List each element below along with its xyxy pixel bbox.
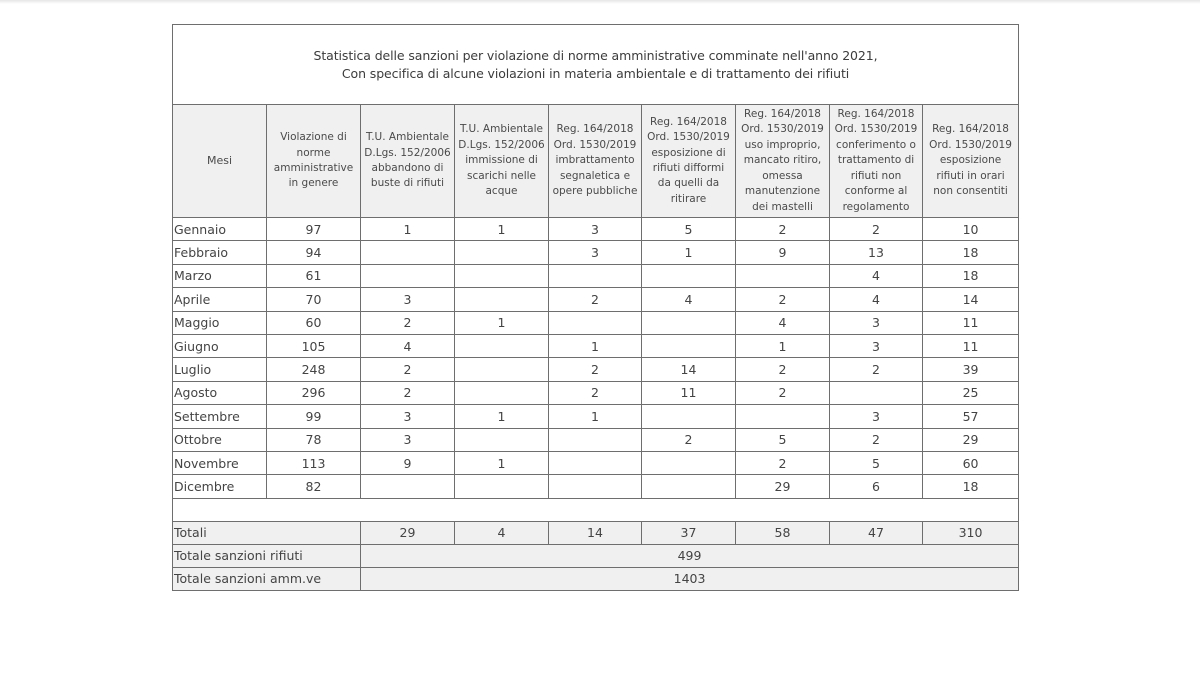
value-cell: 2	[361, 358, 455, 381]
value-cell: 1	[455, 218, 549, 241]
value-cell: 39	[923, 358, 1019, 381]
header-line: D.Lgs. 152/2006	[364, 146, 451, 159]
header-line: rifiuti difformi	[652, 162, 725, 174]
value-cell: 14	[923, 288, 1019, 311]
spacer-cell	[173, 498, 1019, 521]
header-line: rifiuti non	[850, 169, 902, 182]
header-line: Ord. 1530/2019	[741, 123, 824, 136]
header-line: uso improprio,	[744, 138, 821, 151]
value-cell: 1	[736, 334, 830, 357]
header-line: Ord. 1530/2019	[929, 138, 1012, 151]
waste-total-label: Totale sanzioni rifiuti	[173, 544, 361, 567]
admin-total-value: 1403	[361, 567, 1019, 590]
header-line: Reg. 164/2018	[556, 123, 634, 136]
value-cell: 78	[267, 428, 361, 451]
month-cell: Settembre	[173, 405, 267, 428]
value-cell	[642, 451, 736, 474]
value-cell: 2	[361, 381, 455, 404]
header-line: Reg. 164/2018	[744, 108, 821, 121]
total-cell: 47	[830, 521, 923, 544]
value-cell	[361, 475, 455, 498]
value-cell: 2	[361, 311, 455, 334]
header-line: rifiuti in orari	[936, 169, 1005, 182]
value-cell	[455, 358, 549, 381]
value-cell: 1	[549, 334, 642, 357]
value-cell: 10	[923, 218, 1019, 241]
value-cell: 105	[267, 334, 361, 357]
value-cell	[642, 264, 736, 287]
header-line: immissione di	[465, 154, 538, 167]
header-line: Ord. 1530/2019	[834, 123, 918, 136]
value-cell: 248	[267, 358, 361, 381]
table-row	[173, 405, 1019, 428]
header-line: manutenzione	[744, 185, 821, 198]
totals-label: Totali	[173, 521, 361, 544]
value-cell: 2	[549, 288, 642, 311]
header-line: norme	[296, 146, 331, 159]
value-cell: 18	[923, 475, 1019, 498]
value-cell: 11	[923, 334, 1019, 357]
value-cell: 18	[923, 264, 1019, 287]
month-cell: Marzo	[173, 264, 267, 287]
header-line: abbandono di	[371, 162, 444, 174]
header-line: T.U. Ambientale	[460, 123, 543, 136]
value-cell: 4	[361, 334, 455, 357]
header-line: esposizione di	[651, 146, 726, 159]
value-cell	[455, 334, 549, 357]
header-line: D.Lgs. 152/2006	[458, 138, 545, 151]
value-cell: 11	[642, 381, 736, 404]
value-cell: 4	[736, 311, 830, 334]
table-row	[173, 358, 1019, 381]
value-cell: 4	[830, 288, 923, 311]
header-line: esposizione	[939, 154, 1002, 167]
table-row	[173, 475, 1019, 498]
value-cell: 14	[642, 358, 736, 381]
value-cell: 5	[830, 451, 923, 474]
month-cell: Luglio	[173, 358, 267, 381]
value-cell	[736, 264, 830, 287]
header-line: Ord. 1530/2019	[647, 131, 730, 144]
header-line: trattamento di	[837, 154, 915, 167]
header-line: in genere	[288, 177, 339, 190]
spacer-row	[173, 498, 1019, 521]
value-cell	[455, 264, 549, 287]
table-row	[173, 241, 1019, 264]
value-cell	[549, 451, 642, 474]
header-line: omessa	[762, 169, 803, 182]
table-row	[173, 334, 1019, 357]
value-cell: 113	[267, 451, 361, 474]
header-nonconforming-waste-exposure	[642, 105, 736, 218]
value-cell: 13	[830, 241, 923, 264]
header-line: Ord. 1530/2019	[553, 138, 637, 151]
title-line-2: Con specifica di alcune violazioni in materia ambientale e di trattamento dei rifiuti	[341, 65, 850, 81]
title-line-1: Statistica delle sanzioni per violazione di norme amministrative comminate nell'anno 2021,	[313, 47, 878, 63]
value-cell: 2	[549, 358, 642, 381]
header-line: scarichi nelle	[466, 169, 536, 182]
header-line: conferimento o	[836, 138, 916, 151]
value-cell: 25	[923, 381, 1019, 404]
total-cell: 29	[361, 521, 455, 544]
value-cell: 94	[267, 241, 361, 264]
totals-row	[173, 521, 1019, 544]
value-cell: 5	[642, 218, 736, 241]
value-cell: 1	[455, 311, 549, 334]
month-cell: Aprile	[173, 288, 267, 311]
total-cell: 58	[736, 521, 830, 544]
header-off-hours-exposure	[923, 105, 1019, 218]
value-cell: 11	[923, 311, 1019, 334]
value-cell: 99	[267, 405, 361, 428]
waste-total-row	[173, 544, 1019, 567]
table-row	[173, 381, 1019, 404]
value-cell: 4	[642, 288, 736, 311]
table-row	[173, 288, 1019, 311]
sanctions-table	[172, 24, 1019, 591]
header-line: regolamento	[842, 200, 910, 213]
waste-total-value: 499	[361, 544, 1019, 567]
header-line: acque	[485, 185, 518, 198]
total-cell: 4	[455, 521, 549, 544]
value-cell: 3	[361, 428, 455, 451]
header-line: Mesi	[206, 154, 233, 168]
value-cell: 2	[736, 381, 830, 404]
table-row	[173, 311, 1019, 334]
value-cell: 296	[267, 381, 361, 404]
value-cell: 18	[923, 241, 1019, 264]
value-cell: 1	[549, 405, 642, 428]
value-cell	[736, 405, 830, 428]
month-cell: Dicembre	[173, 475, 267, 498]
header-line: non consentiti	[933, 185, 1008, 198]
header-line: Reg. 164/2018	[932, 123, 1009, 136]
header-water-discharge	[455, 105, 549, 218]
header-line: imbrattamento	[555, 154, 635, 167]
header-line: da quelli da	[657, 177, 720, 190]
value-cell	[549, 475, 642, 498]
value-cell	[642, 311, 736, 334]
header-line: dei mastelli	[752, 200, 813, 213]
table-row	[173, 451, 1019, 474]
value-cell: 70	[267, 288, 361, 311]
month-cell: Giugno	[173, 334, 267, 357]
value-cell: 2	[736, 451, 830, 474]
month-cell: Ottobre	[173, 428, 267, 451]
header-line: amministrative	[273, 162, 354, 174]
header-line: T.U. Ambientale	[366, 131, 449, 144]
value-cell: 61	[267, 264, 361, 287]
header-bin-misuse	[736, 105, 830, 218]
header-line: Violazione di	[280, 131, 347, 144]
value-cell: 60	[923, 451, 1019, 474]
value-cell: 2	[736, 288, 830, 311]
header-defacement	[549, 105, 642, 218]
value-cell: 1	[455, 405, 549, 428]
table-row	[173, 218, 1019, 241]
value-cell: 1	[361, 218, 455, 241]
value-cell: 3	[549, 241, 642, 264]
total-cell: 14	[549, 521, 642, 544]
header-line: opere pubbliche	[552, 185, 638, 198]
value-cell: 3	[830, 405, 923, 428]
value-cell	[549, 264, 642, 287]
value-cell: 2	[642, 428, 736, 451]
value-cell: 3	[830, 311, 923, 334]
value-cell: 2	[830, 428, 923, 451]
value-cell	[549, 311, 642, 334]
month-cell: Gennaio	[173, 218, 267, 241]
header-line: segnaletica e	[559, 169, 631, 182]
header-nonconforming-disposal	[830, 105, 923, 218]
value-cell: 2	[549, 381, 642, 404]
value-cell	[642, 475, 736, 498]
month-cell: Maggio	[173, 311, 267, 334]
value-cell: 2	[830, 358, 923, 381]
value-cell: 3	[361, 288, 455, 311]
value-cell: 29	[923, 428, 1019, 451]
header-general-violations	[267, 105, 361, 218]
value-cell: 3	[830, 334, 923, 357]
header-line: Reg. 164/2018	[837, 108, 915, 121]
header-line: ritirare	[670, 192, 707, 205]
table-row	[173, 428, 1019, 451]
value-cell	[830, 381, 923, 404]
total-cell: 37	[642, 521, 736, 544]
table-title	[173, 25, 1019, 105]
month-cell: Agosto	[173, 381, 267, 404]
header-waste-bag-abandonment	[361, 105, 455, 218]
value-cell: 29	[736, 475, 830, 498]
header-line: Reg. 164/2018	[650, 115, 727, 128]
admin-total-row	[173, 567, 1019, 590]
header-line: mancato ritiro,	[743, 154, 822, 167]
value-cell	[642, 405, 736, 428]
value-cell: 4	[830, 264, 923, 287]
document-sheet	[172, 24, 1018, 591]
value-cell	[361, 241, 455, 264]
value-cell	[361, 264, 455, 287]
value-cell	[455, 381, 549, 404]
value-cell	[455, 241, 549, 264]
value-cell: 82	[267, 475, 361, 498]
header-line: buste di rifiuti	[370, 177, 445, 190]
top-edge-shadow	[0, 0, 1200, 4]
table-row	[173, 264, 1019, 287]
value-cell: 5	[736, 428, 830, 451]
value-cell: 6	[830, 475, 923, 498]
value-cell: 9	[736, 241, 830, 264]
value-cell: 2	[736, 218, 830, 241]
value-cell: 60	[267, 311, 361, 334]
header-row	[173, 105, 1019, 218]
value-cell: 57	[923, 405, 1019, 428]
value-cell: 1	[455, 451, 549, 474]
value-cell	[455, 288, 549, 311]
value-cell: 1	[642, 241, 736, 264]
value-cell: 2	[736, 358, 830, 381]
value-cell: 97	[267, 218, 361, 241]
value-cell: 3	[361, 405, 455, 428]
month-cell: Febbraio	[173, 241, 267, 264]
month-cell: Novembre	[173, 451, 267, 474]
admin-total-label: Totale sanzioni amm.ve	[173, 567, 361, 590]
value-cell	[455, 475, 549, 498]
total-cell: 310	[923, 521, 1019, 544]
header-mesi	[173, 105, 267, 218]
value-cell	[455, 428, 549, 451]
value-cell: 3	[549, 218, 642, 241]
value-cell	[642, 334, 736, 357]
value-cell: 2	[830, 218, 923, 241]
header-line: conforme al	[844, 185, 908, 198]
value-cell: 9	[361, 451, 455, 474]
value-cell	[549, 428, 642, 451]
